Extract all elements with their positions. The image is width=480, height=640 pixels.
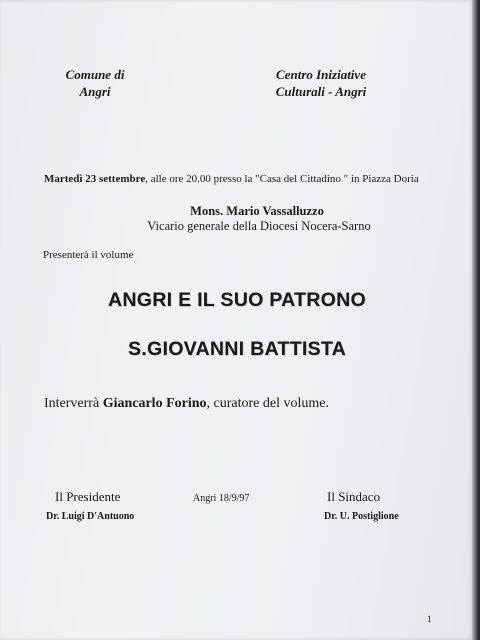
curator-prefix: Interverrà	[44, 396, 103, 411]
intro-text: Presenterà il volume	[43, 249, 134, 261]
page-edge-shadow	[472, 0, 480, 640]
header-right-line1: Centro Iniziative	[276, 67, 366, 82]
header-left	[50, 66, 140, 100]
signature-left-name: Dr. Luigi D'Antuono	[46, 511, 135, 522]
event-details: , alle ore 20.00 presso la "Casa del Cittadino " in Piazza Doria	[145, 173, 419, 185]
signature-left-role: Il Presidente	[55, 489, 121, 504]
event-line	[44, 173, 419, 185]
curator-name: Giancarlo Forino	[102, 396, 207, 411]
book-title-line2: S.GIOVANNI BATTISTA	[127, 338, 347, 360]
curator-line	[44, 396, 329, 412]
header-left-line2: Angri	[79, 84, 111, 99]
speaker-block	[0, 204, 474, 234]
event-date: Martedì 23 settembre	[44, 173, 146, 185]
page-number: 1	[427, 614, 432, 624]
book-title-line1: ANGRI E IL SUO PATRONO	[108, 289, 366, 311]
speaker-role: Vicario generale della Diocesi Nocera-Sarno	[147, 219, 371, 233]
signature-right-role: Il Sindaco	[327, 489, 381, 504]
header-right-line2: Culturali - Angri	[275, 84, 367, 99]
signature-right-name: Dr. U. Postiglione	[324, 511, 399, 522]
header-left-line1: Comune di	[65, 67, 125, 82]
curator-suffix: , curatore del volume.	[206, 396, 329, 411]
signature-date: Angri 18/9/97	[193, 493, 250, 504]
header-right	[255, 66, 387, 100]
speaker-name: Mons. Mario Vassalluzzo	[190, 204, 324, 218]
